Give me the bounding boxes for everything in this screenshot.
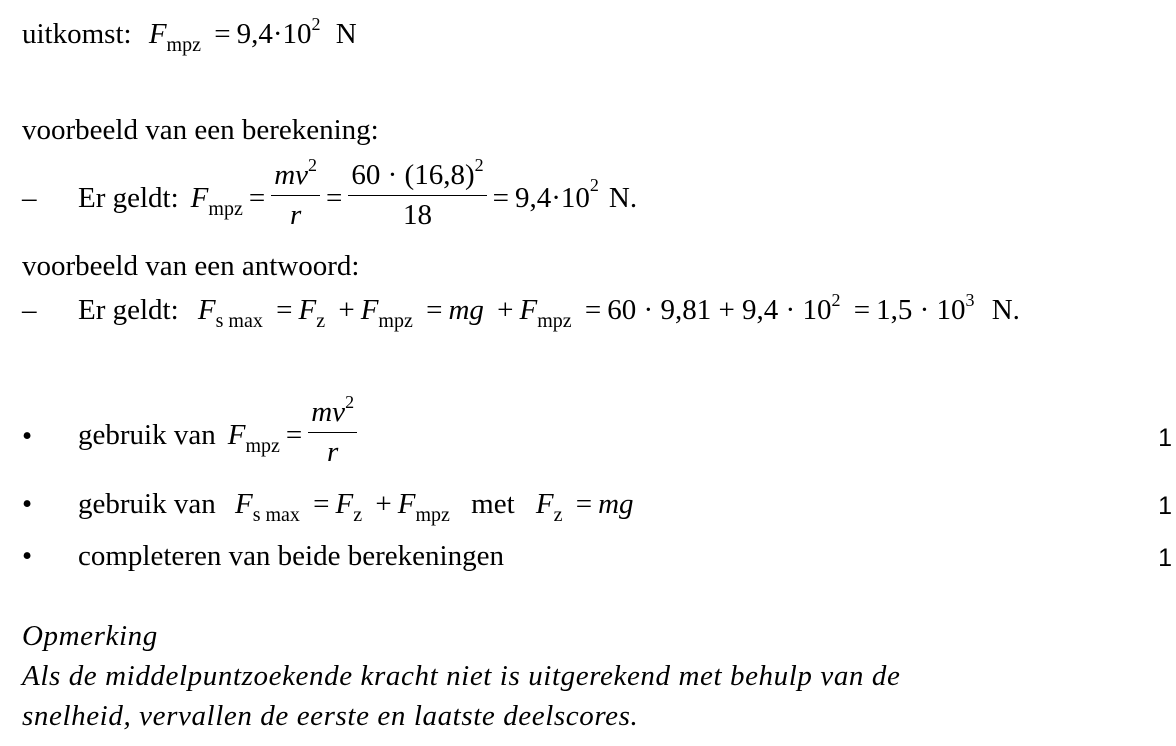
- remark-line-2: snelheid, vervallen de eerste en laatste deelscores.: [22, 700, 639, 732]
- mv2-over-r-fraction: $\frac{mv^2}{r}$: [271, 159, 320, 232]
- result-value: 9,4: [236, 18, 273, 50]
- criterion-bullet: •: [22, 488, 33, 520]
- result-unit: N: [335, 18, 357, 50]
- calc-dash: –: [22, 181, 37, 214]
- criterion-score: 1: [1158, 544, 1172, 572]
- criterion-2: • gebruik van $F_{s max} = F_z + F_{mpz}$ met $F_z$ = mg 1: [22, 488, 1172, 526]
- calc-result: 9,4: [514, 181, 552, 214]
- mv2-over-r-fraction: $\frac{mv^2}{r}$: [308, 396, 357, 469]
- calc-line: – Er geldt: $F_{mpz}$ = $\frac{mv^2}{r}$ = $\frac{60 \cdot (16,8)^2}{18}$ = 9,4 ·10 2 N.: [22, 154, 638, 231]
- criterion-score: 1: [1158, 424, 1172, 452]
- criterion-text: gebruik van: [78, 418, 216, 451]
- result-label: uitkomst:: [22, 18, 132, 50]
- answer-result: 1,5 · 10: [876, 294, 966, 326]
- answer-line: – Er geldt: $F_{s max} = F_z + F_{mpz}$ = mg + $F_{mpz} = 60 \cdot 9,81 + 9,4 \cdot 10^2 = 1,5 \cdot 10^3$ N.: [22, 290, 1020, 332]
- result-line: uitkomst: $F_{mpz} = 9,4\cdot 10^2$ N: [22, 14, 357, 56]
- numeric-fraction: $\frac{60 \cdot (16,8)^2}{18}$: [348, 159, 486, 232]
- calc-heading: voorbeeld van een berekening:: [22, 114, 379, 146]
- calc-unit: N.: [608, 181, 638, 214]
- answer-intro: Er geldt:: [78, 294, 179, 326]
- criterion-bullet: •: [22, 540, 33, 572]
- criterion-mid: met: [471, 488, 515, 520]
- remark-title: Opmerking: [22, 620, 158, 652]
- answer-heading: voorbeeld van een antwoord:: [22, 250, 360, 282]
- calc-intro: Er geldt:: [78, 181, 179, 214]
- criterion-text: completeren van beide berekeningen: [78, 540, 504, 572]
- criterion-3: [22, 540, 1172, 576]
- criterion-1: • gebruik van $F_{mpz}$ = $\frac{mv^2}{r}$ 1: [22, 391, 1172, 468]
- answer-dash: –: [22, 294, 37, 326]
- criterion-score: 1: [1158, 492, 1172, 520]
- criterion-text: gebruik van: [78, 488, 216, 520]
- criterion-bullet: •: [22, 420, 33, 452]
- remark-line-1: Als de middelpuntzoekende kracht niet is uitgerekend met behulp van de: [22, 660, 901, 692]
- answer-unit: N.: [991, 294, 1020, 326]
- answer-expr: 60 · 9,81 + 9,4 · 10: [607, 294, 832, 326]
